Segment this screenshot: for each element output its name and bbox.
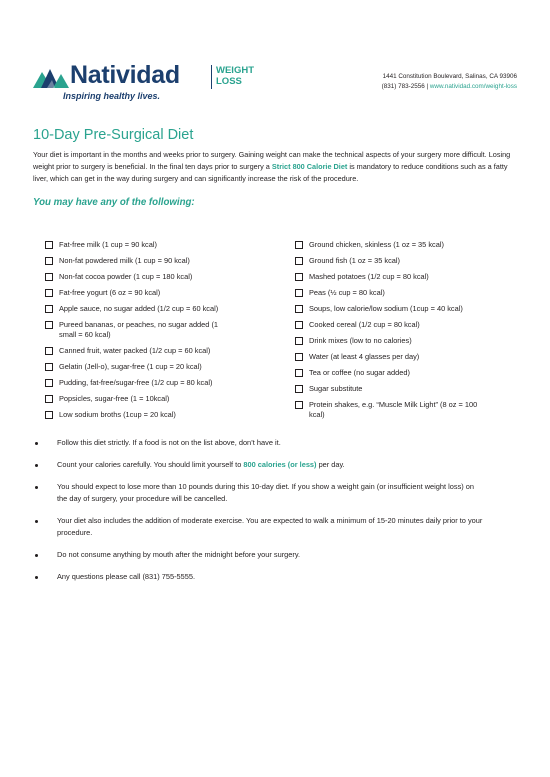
checkbox-icon [295,385,303,393]
intro-paragraph [33,149,519,185]
food-item [45,320,229,340]
food-item [45,240,265,250]
food-item [295,256,515,266]
website-link[interactable]: www.natividad.com/weight-loss [429,83,517,90]
food-item-label: Popsicles, sugar-free (1 = 10kcal) [59,394,170,403]
bullet-text: Follow this diet strictly. If a food is not on the list above, don’t have it. [57,438,281,447]
bullet-icon [35,576,38,579]
food-item-label: Sugar substitute [309,384,363,393]
natividad-logo [33,60,293,110]
phone: (831) 783-2556 [381,83,425,90]
checkbox-icon [45,241,53,249]
food-item [295,304,515,314]
checkbox-icon [295,241,303,249]
list-heading: You may have any of the following: [33,197,195,208]
food-item-label: Soups, low calorie/low sodium (1cup = 40 kcal) [309,304,463,313]
bullet-text: Count your calories carefully. You should limit yourself to [57,460,244,469]
logo-divider [211,65,212,89]
food-item [45,256,265,266]
food-item-label: Tea or coffee (no sugar added) [309,368,410,377]
food-item-label: Ground fish (1 oz = 35 kcal) [309,256,400,265]
food-column-right [295,240,515,426]
checkbox-icon [295,401,303,409]
food-item [295,384,515,394]
bullet-text: Do not consume anything by mouth after the midnight before your surgery. [57,550,301,559]
list-item [33,571,513,583]
food-item [45,304,265,314]
checkbox-icon [45,257,53,265]
bullet-text: Any questions please call (831) 755-5555. [57,572,196,581]
checkbox-icon [45,321,53,329]
calorie-limit-highlight: 800 calories (or less) [243,460,317,469]
food-item-label: Non-fat powdered milk (1 cup = 90 kcal) [59,256,190,265]
food-list [45,240,525,419]
bullet-icon [35,486,38,489]
food-item [45,272,265,282]
food-item-label: Gelatin (Jell-o), sugar-free (1 cup = 20 kcal) [59,362,202,371]
checkbox-icon [45,379,53,387]
list-item [33,481,477,505]
food-item-label: Drink mixes (low to no calories) [309,336,412,345]
food-item-label: Protein shakes, e.g. “Muscle Milk Light” (8 oz = 100 kcal) [309,400,478,419]
separator: | [424,83,430,90]
checkbox-icon [295,321,303,329]
checkbox-icon [295,273,303,281]
intro-highlight: Strict 800 Calorie Diet [271,162,348,171]
phone-web-line [382,82,517,92]
food-column-left [45,240,265,426]
checkbox-icon [45,273,53,281]
food-item [45,410,265,420]
page-title: 10-Day Pre-Surgical Diet [33,127,194,143]
food-item [45,378,265,388]
food-item [295,368,515,378]
food-item-label: Apple sauce, no sugar added (1/2 cup = 60 kcal) [59,304,219,313]
intro-text-1: Your diet is important in the months and weeks prior to surgery. Gaining weight can make the technical aspects of your surgery more difficult. Losing weight prior to surgery is beneficial. In the final ten days prior to surgery a [33,150,511,171]
instructions-list [33,437,513,593]
program-line-1: WEIGHT [216,65,254,76]
food-item [295,352,515,362]
food-item-label: Fat-free milk (1 cup = 90 kcal) [59,240,157,249]
intro-text-2: is mandatory to reduce conditions such as a fatty liver, which can get in the way during surgery and can significantly increase the risk of the procedure. [33,162,508,183]
bullet-text: per day. [316,460,345,469]
food-item [45,362,265,372]
food-item-label: Pureed bananas, or peaches, no sugar added (1 small = 60 kcal) [59,320,219,339]
checkbox-icon [45,363,53,371]
list-item [33,515,513,539]
program-line-2: LOSS [216,76,242,87]
food-item-label: Mashed potatoes (1/2 cup = 80 kcal) [309,272,429,281]
bullet-text: Your diet also includes the addition of moderate exercise. You are expected to walk a minimum of 15-20 minutes daily prior to your procedure. [57,516,483,537]
food-item-label: Cooked cereal (1/2 cup = 80 kcal) [309,320,420,329]
checkbox-icon [295,337,303,345]
food-item-label: Low sodium broths (1cup = 20 kcal) [59,410,176,419]
mountain-logo-icon [33,66,69,88]
food-item-label: Ground chicken, skinless (1 oz = 35 kcal) [309,240,444,249]
food-item-label: Pudding, fat-free/sugar-free (1/2 cup = 80 kcal) [59,378,213,387]
food-item-label: Fat-free yogurt (6 oz = 90 kcal) [59,288,161,297]
checkbox-icon [45,411,53,419]
checkbox-icon [45,305,53,313]
program-name [216,65,254,87]
list-item [33,459,513,471]
checkbox-icon [45,347,53,355]
checkbox-icon [45,289,53,297]
food-item [295,288,515,298]
food-item [45,394,265,404]
checkbox-icon [295,369,303,377]
food-item-label: Non-fat cocoa powder (1 cup = 180 kcal) [59,272,193,281]
checkbox-icon [295,257,303,265]
food-item [45,346,265,356]
contact-info [382,72,517,92]
checkbox-icon [295,353,303,361]
food-item [295,400,479,420]
bullet-icon [35,554,38,557]
letterhead [0,0,550,110]
food-item-label: Water (at least 4 glasses per day) [309,352,420,361]
food-item [295,336,515,346]
bullet-icon [35,520,38,523]
checkbox-icon [295,305,303,313]
food-item [45,288,265,298]
brand-name: Natividad [70,61,180,89]
main-content [33,126,519,208]
list-item [33,549,513,561]
food-item-label: Peas (½ cup = 80 kcal) [309,288,385,297]
food-item [295,272,515,282]
bullet-icon [35,464,38,467]
tagline: Inspiring healthy lives. [63,91,161,101]
food-item [295,320,515,330]
bullet-text: You should expect to lose more than 10 pounds during this 10-day diet. If you show a weight gain (or insufficient weight loss) on the day of surgery, your procedure will be cancelled. [57,482,475,503]
food-item [295,240,515,250]
bullet-icon [35,442,38,445]
list-item [33,437,513,449]
address: 1441 Constitution Boulevard, Salinas, CA 93906 [382,73,517,80]
checkbox-icon [295,289,303,297]
checkbox-icon [45,395,53,403]
food-item-label: Canned fruit, water packed (1/2 cup = 60 kcal) [59,346,211,355]
